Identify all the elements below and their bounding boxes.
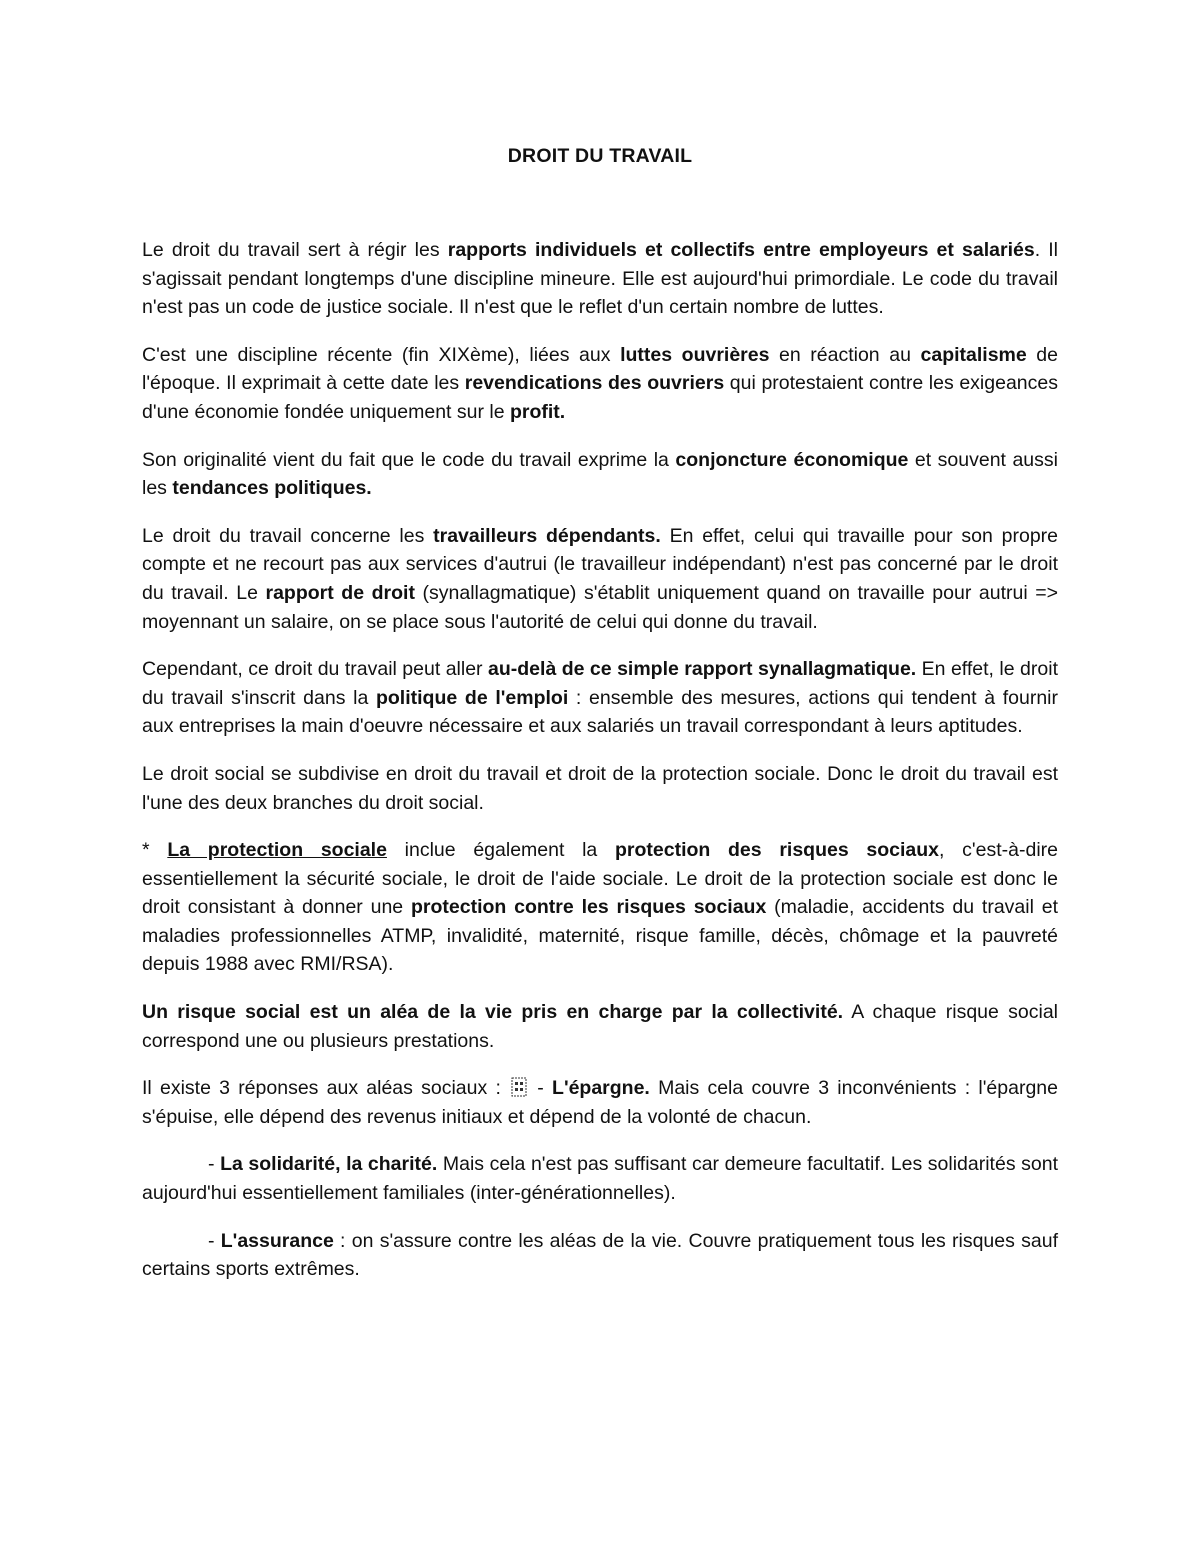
paragraph [142,236,1058,322]
underlined-heading: La protection sociale [167,839,387,862]
bold-text: protection contre les risques sociaux [410,896,767,919]
text-run: de l'époque. Il exprimait à cette date les [142,343,1058,395]
text-run: - [208,1153,221,1176]
bold-text: Un risque social est un aléa de la vie pris en charge par la collectivité. [142,1001,844,1024]
text-run: inclue également la [386,839,615,862]
bold-text: L'assurance [220,1229,334,1252]
text-run: Le droit du travail sert à régir les [142,239,448,261]
bold-text: rapports individuels et collectifs entre employeurs et salariés [447,239,1035,261]
bold-text: luttes ouvrières [620,343,770,366]
text-run: - [208,1229,221,1252]
text-run: Le droit social se subdivise en droit du travail et droit de la protection sociale. Donc le droit du travail est l'une des deux branches du droit social. [142,762,1058,814]
bold-text: politique de l'emploi [375,686,569,709]
text-run: (synallagmatique) s'établit uniquement quand on travaille pour autrui => moyennant un salaire, on se place sous l'autorité de celui qui donne du travail. [142,581,1058,633]
text-run: * [142,839,168,862]
text-run: Cependant, ce droit du travail peut aller [142,658,489,681]
bold-text: revendications des ouvriers [464,372,725,395]
text-run: En effet, celui qui travaille pour son propre compte et ne recourt pas aux services d'autrui (le travailleur indépendant) n'est pas concerné par le droit du travail. Le [142,524,1059,604]
paragraph [142,1227,1058,1284]
text-run: - [529,1077,553,1100]
missing-glyph-icon [511,1077,527,1097]
text-run: A chaque risque social correspond une ou plusieurs prestations. [142,1001,1059,1052]
text-run: Son originalité vient du fait que le code du travail exprime la [142,448,676,471]
text-run: Le droit du travail concerne les [142,524,434,547]
paragraph [142,760,1058,817]
paragraph [142,522,1058,636]
bold-text: conjoncture économique [675,448,909,471]
text-run: : ensemble des mesures, actions qui tendent à fournir aux entreprises la main d'oeuvre nécessaire et aux salariés un travail correspondant à leurs aptitudes. [142,686,1058,738]
bold-text: L'épargne. [552,1077,650,1100]
text-run: et souvent aussi les [142,448,1058,500]
bold-text: tendances politiques. [172,477,372,500]
bold-text: rapport de droit [265,581,415,604]
paragraph [142,446,1058,503]
bold-text: capitalisme [920,343,1027,366]
text-run: , c'est-à-dire essentiellement la sécurité sociale, le droit de l'aide sociale. Le droit de la protection sociale est donc le droit consistant à donner une [142,839,1058,919]
bold-text: au-delà de ce simple rapport synallagmatique. [488,658,917,681]
text-run: en réaction au [769,343,921,366]
bold-text: travailleurs dépendants. [433,524,661,547]
text-run: qui protestaient contre les exigeances d'une économie fondée uniquement sur le [142,372,1058,423]
text-run: Il existe 3 réponses aux aléas sociaux : [142,1077,510,1100]
text-run: C'est une discipline récente (fin XIXème), liées aux [142,343,621,366]
paragraph [142,655,1058,741]
text-run: En effet, le droit du travail s'inscrit dans la [142,658,1058,709]
text-run: . Il s'agissait pendant longtemps d'une discipline mineure. Elle est aujourd'hui primordiale. Le code du travail n'est pas un code de justice sociale. Il n'est que le reflet d'un certain nombre de luttes. [142,239,1058,319]
document-body [142,236,1058,1284]
paragraph [142,1074,1058,1131]
paragraph [142,998,1058,1055]
text-run: (maladie, accidents du travail et maladies professionnelles ATMP, invalidité, maternité, risque famille, décès, chômage et la pauvreté depuis 1988 avec RMI/RSA). [142,896,1059,976]
text-run: Mais cela couvre 3 inconvénients : l'épargne s'épuise, elle dépend des revenus initiaux et dépend de la volonté de chacun. [142,1077,1058,1128]
document-title: DROIT DU TRAVAIL [507,145,693,167]
text-run: Mais cela n'est pas suffisant car demeure facultatif. Les solidarités sont aujourd'hui essentiellement familiales (inter-générationnelles). [142,1153,1058,1205]
bold-text: protection des risques sociaux [614,839,940,862]
bold-text: La solidarité, la charité. [220,1153,438,1176]
text-run: : on s'assure contre les aléas de la vie. Couvre pratiquement tous les risques sauf certains sports extrêmes. [142,1229,1058,1281]
paragraph [142,341,1058,427]
bold-text: profit. [509,400,566,423]
paragraph [142,1150,1058,1207]
paragraph [142,836,1058,979]
